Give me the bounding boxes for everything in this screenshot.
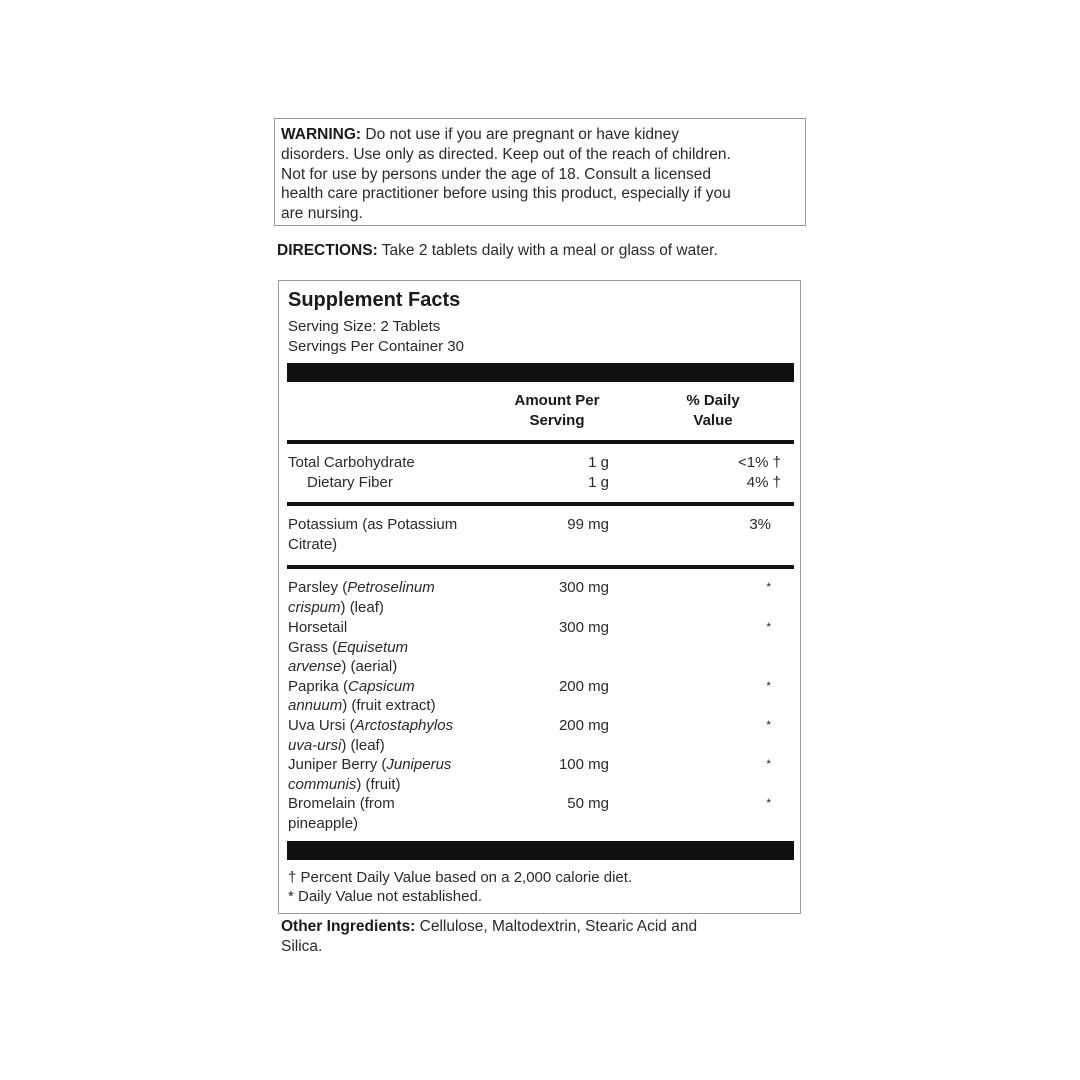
herb-row-parsley-2: crispum) (leaf) bbox=[288, 599, 384, 616]
bottom-thick-bar bbox=[287, 841, 794, 860]
directions-text: Take 2 tablets daily with a meal or glass of water. bbox=[381, 242, 718, 259]
directions-label: DIRECTIONS: bbox=[277, 242, 378, 259]
juniper-name: Juniper Berry bbox=[288, 756, 378, 773]
other-ingredients-text: Cellulose, Maltodextrin, Stearic Acid and bbox=[419, 918, 698, 935]
carb-rule bbox=[287, 502, 794, 506]
herb-row-uva-ursi-2: uva-ursi) (leaf) bbox=[288, 737, 385, 754]
herb-row-paprika-2: annuum) (fruit extract) bbox=[288, 697, 436, 714]
footnote-percent-dv: † Percent Daily Value based on a 2,000 calorie diet. bbox=[288, 869, 633, 886]
parsley-amount: 300 mg bbox=[558, 579, 609, 596]
juniper-part: (fruit) bbox=[365, 776, 401, 793]
dv-header-line-1: % Daily bbox=[686, 392, 740, 409]
amount-header-line-1: Amount Per bbox=[514, 392, 600, 409]
parsley-name: Parsley bbox=[288, 579, 339, 596]
servings-per-container: Servings Per Container 30 bbox=[288, 337, 464, 355]
other-ingredients bbox=[281, 917, 781, 957]
paprika-latin: Capsicum bbox=[348, 678, 415, 695]
dv-header-line-2: Value bbox=[693, 412, 733, 429]
herb-row-juniper-2: communis) (fruit) bbox=[288, 776, 401, 793]
herb-row-uva-ursi: Uva Ursi (Arctostaphylos bbox=[288, 717, 454, 734]
juniper-amount: 100 mg bbox=[558, 756, 609, 773]
horsetail-latin-2: arvense bbox=[288, 658, 342, 675]
bromelain-amount: 50 mg bbox=[567, 795, 609, 812]
warning-line-5: are nursing. bbox=[281, 205, 363, 223]
herb-row-horsetail-3: arvense) (aerial) bbox=[288, 658, 398, 675]
warning-line-1 bbox=[281, 125, 799, 145]
carb-dv: <1% † bbox=[738, 454, 781, 471]
warning-label: WARNING: bbox=[281, 126, 362, 143]
fiber-amount: 1 g bbox=[588, 474, 609, 491]
horsetail-name: Horsetail bbox=[288, 619, 348, 636]
facts-title: Supplement Facts bbox=[288, 289, 461, 311]
horsetail-name-2: Grass bbox=[288, 639, 329, 656]
horsetail-amount: 300 mg bbox=[558, 619, 609, 636]
other-ingredients-label: Other Ingredients: bbox=[281, 918, 416, 935]
paprika-amount: 200 mg bbox=[558, 678, 609, 695]
potassium-name-2: Citrate) bbox=[288, 536, 338, 553]
warning-line-2: disorders. Use only as directed. Keep out of the reach of children. bbox=[281, 145, 731, 163]
paprika-name: Paprika bbox=[288, 678, 339, 695]
header-rule bbox=[287, 440, 794, 444]
uva-ursi-amount: 200 mg bbox=[558, 717, 609, 734]
footnote-not-established: * Daily Value not established. bbox=[288, 888, 483, 905]
paprika-part: (fruit extract) bbox=[351, 697, 436, 714]
uva-ursi-name: Uva Ursi bbox=[288, 717, 346, 734]
bromelain-name-2: pineapple) bbox=[288, 815, 359, 832]
supplement-facts-panel bbox=[278, 280, 801, 914]
bromelain-dv: * bbox=[766, 796, 771, 810]
horsetail-dv: * bbox=[766, 620, 771, 634]
fiber-dv: 4% † bbox=[746, 474, 781, 491]
potassium-amount: 99 mg bbox=[567, 516, 609, 533]
uva-ursi-dv: * bbox=[766, 718, 771, 732]
juniper-latin-2: communis bbox=[288, 776, 357, 793]
herb-row-paprika: Paprika (Capsicum bbox=[288, 678, 415, 695]
carb-name: Total Carbohydrate bbox=[288, 454, 415, 471]
parsley-dv: * bbox=[766, 580, 771, 594]
warning-text-1: Do not use if you are pregnant or have kidney bbox=[365, 126, 680, 143]
serving-size: Serving Size: 2 Tablets bbox=[288, 318, 441, 335]
uva-ursi-latin-2: uva-ursi bbox=[288, 737, 342, 754]
herb-row-parsley: Parsley (Petroselinum bbox=[288, 579, 435, 596]
herb-row-juniper: Juniper Berry (Juniperus bbox=[288, 756, 452, 773]
paprika-dv: * bbox=[766, 679, 771, 693]
other-ingredients-line-2: Silica. bbox=[281, 938, 323, 955]
directions bbox=[277, 241, 817, 260]
carb-amount: 1 g bbox=[588, 454, 609, 471]
parsley-part: (leaf) bbox=[349, 599, 384, 616]
paprika-latin-2: annuum bbox=[288, 697, 343, 714]
warning-line-3: Not for use by persons under the age of 18. Consult a licensed bbox=[281, 165, 711, 183]
warning-line-4: health care practitioner before using this product, especially if you bbox=[281, 185, 731, 203]
horsetail-part: (aerial) bbox=[350, 658, 398, 675]
top-thick-bar bbox=[287, 363, 794, 382]
potassium-name-1: Potassium (as Potassium bbox=[288, 516, 458, 533]
other-ingredients-line-1 bbox=[281, 917, 781, 937]
parsley-latin: Petroselinum bbox=[347, 579, 435, 596]
juniper-latin: Juniperus bbox=[386, 756, 452, 773]
potassium-dv: 3% bbox=[749, 516, 771, 533]
juniper-dv: * bbox=[766, 757, 771, 771]
uva-ursi-latin: Arctostaphylos bbox=[354, 717, 454, 734]
horsetail-latin: Equisetum bbox=[337, 639, 409, 656]
daily-value-header bbox=[673, 391, 753, 431]
herb-row-horsetail-2: Grass (Equisetum bbox=[288, 639, 409, 656]
amount-header bbox=[497, 391, 617, 431]
fiber-name: Dietary Fiber bbox=[307, 474, 393, 491]
amount-header-line-2: Serving bbox=[529, 412, 585, 429]
potassium-rule bbox=[287, 565, 794, 569]
uva-ursi-part: (leaf) bbox=[350, 737, 385, 754]
warning-box bbox=[274, 118, 806, 226]
bromelain-name: Bromelain (from bbox=[288, 795, 395, 812]
serving-info bbox=[288, 317, 464, 356]
parsley-latin-2: crispum bbox=[288, 599, 341, 616]
